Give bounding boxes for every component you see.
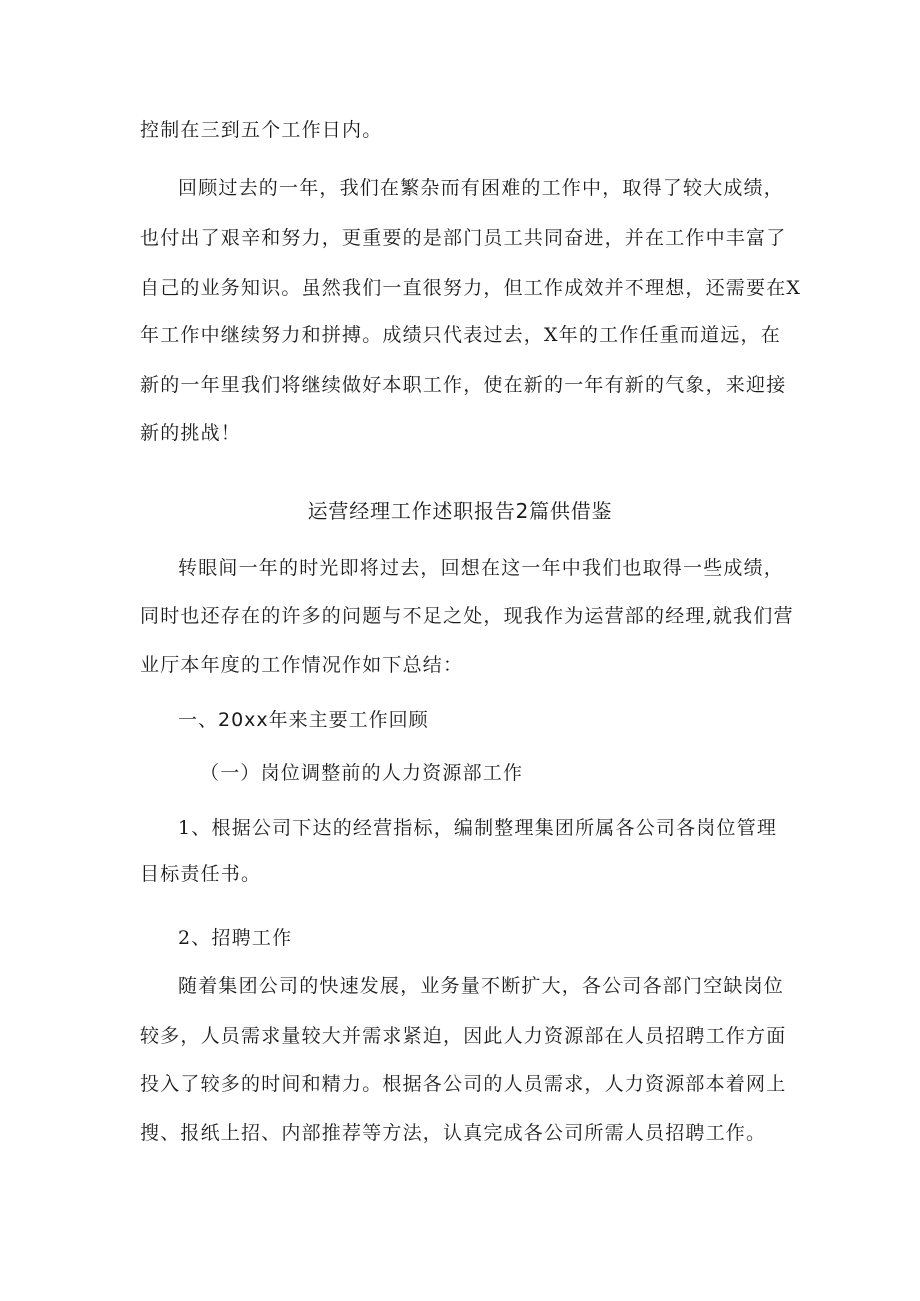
paragraph-line: 较多，人员需求量较大并需求紧迫，因此人力资源部在人员招聘工作方面 bbox=[140, 1025, 787, 1047]
paragraph-line: 同时也还存在的许多的问题与不足之处，现我作为运营部的经理,就我们营 bbox=[140, 605, 794, 627]
heading-level-2: （一）岗位调整前的人力资源部工作 bbox=[200, 762, 524, 784]
paragraph-line: 新的一年里我们将继续做好本职工作，使在新的一年有新的气象，来迎接 bbox=[140, 374, 787, 396]
section-title: 运营经理工作述职报告2篇供借鉴 bbox=[307, 499, 613, 523]
paragraph-line: 1、根据公司下达的经营指标，编制整理集团所属各公司各岗位管理 bbox=[178, 817, 778, 839]
paragraph-line: 业厅本年度的工作情况作如下总结： bbox=[140, 654, 464, 676]
paragraph-line: 目标责任书。 bbox=[140, 863, 262, 885]
paragraph-line: 随着集团公司的快速发展，业务量不断扩大，各公司各部门空缺岗位 bbox=[178, 975, 785, 997]
heading-level-3: 2、招聘工作 bbox=[178, 927, 293, 949]
paragraph-line: 搜、报纸上招、内部推荐等方法，认真完成各公司所需人员招聘工作。 bbox=[140, 1122, 767, 1144]
heading-level-1: 一、20xx年来主要工作回顾 bbox=[178, 709, 429, 731]
paragraph-line: 也付出了艰辛和努力，更重要的是部门员工共同奋进，并在工作中丰富了 bbox=[140, 227, 787, 249]
paragraph-line: 转眼间一年的时光即将过去，回想在这一年中我们也取得一些成绩， bbox=[178, 557, 785, 579]
paragraph-line: 控制在三到五个工作日内。 bbox=[140, 119, 383, 141]
paragraph-line: 回顾过去的一年，我们在繁杂而有困难的工作中，取得了较大成绩， bbox=[178, 177, 785, 199]
paragraph-line: 投入了较多的时间和精力。根据各公司的人员需求，人力资源部本着网上 bbox=[140, 1073, 787, 1095]
paragraph-line: 自己的业务知识。虽然我们一直很努力，但工作成效并不理想，还需要在X bbox=[140, 277, 802, 299]
paragraph-line: 新的挑战！ bbox=[140, 422, 242, 444]
paragraph-line: 年工作中继续努力和拼搏。成绩只代表过去，X年的工作任重而道远，在 bbox=[140, 324, 781, 346]
